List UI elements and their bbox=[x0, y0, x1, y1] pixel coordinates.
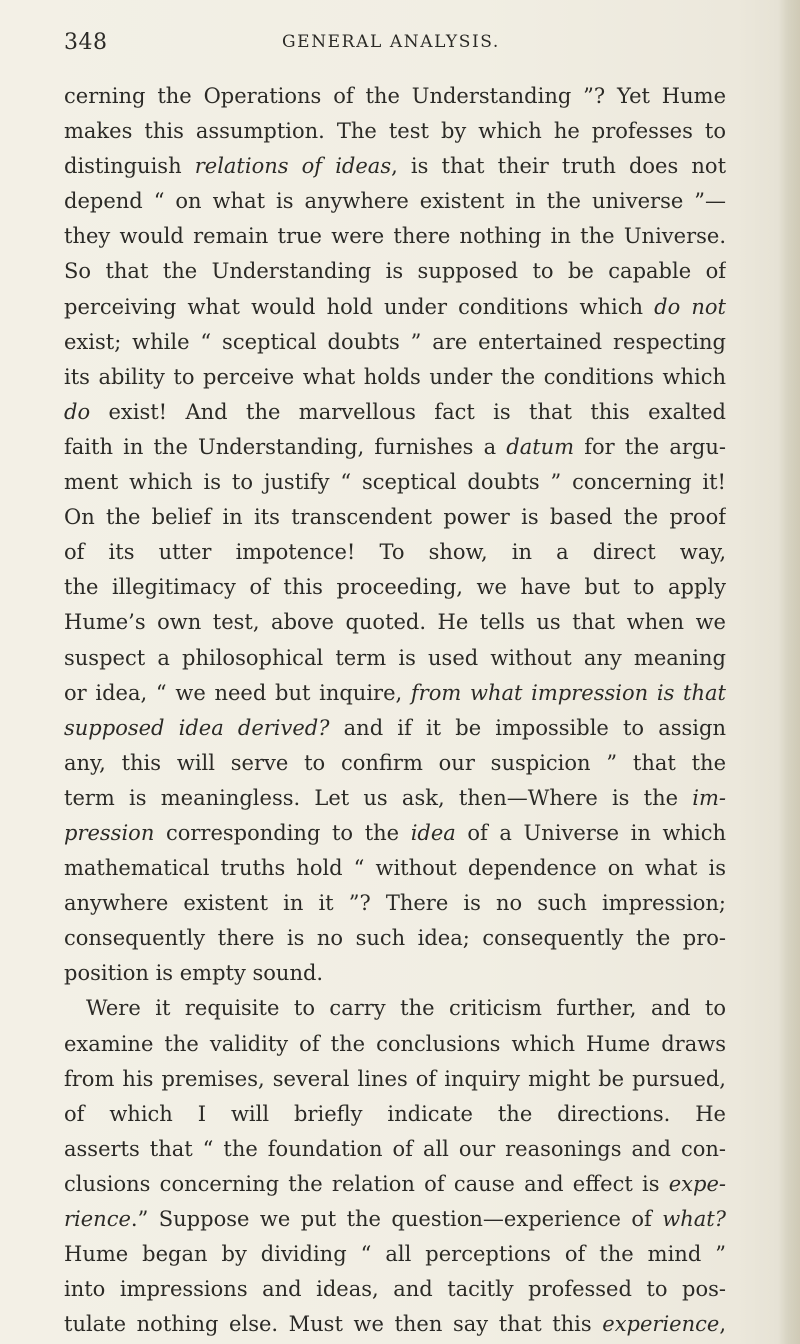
text-run: and if it be impossible to assign bbox=[329, 715, 726, 740]
page-edge-shadow bbox=[778, 0, 800, 1344]
italic-text-run: do not bbox=[654, 294, 726, 319]
text-run: depend “ on what is anywhere existent in the universe ”— bbox=[64, 189, 726, 214]
text-run: exist; while “ sceptical doubts ” are entertained respecting bbox=[64, 329, 726, 354]
text-run: of a Universe in which bbox=[455, 820, 726, 845]
text-run: clusions concerning the relation of cause and effect is bbox=[64, 1171, 669, 1196]
text-line bbox=[64, 1097, 726, 1132]
text-line bbox=[64, 1167, 726, 1202]
text-line bbox=[64, 991, 726, 1026]
text-run: for the argu- bbox=[574, 434, 726, 459]
text-line bbox=[64, 360, 726, 395]
page-header bbox=[64, 30, 724, 60]
text-line bbox=[64, 1202, 726, 1237]
text-line bbox=[64, 781, 726, 816]
text-run: , is that their truth does not bbox=[391, 154, 726, 179]
italic-text-run: rience bbox=[64, 1207, 131, 1231]
italic-text-run: relations of ideas bbox=[194, 154, 392, 179]
text-run: they would remain true were there nothing in the Universe. bbox=[64, 224, 726, 249]
italic-text-run: pression bbox=[64, 820, 155, 845]
text-run: consequently there is no such idea; consequently the pro- bbox=[64, 926, 726, 951]
text-run: the illegitimacy of this proceeding, we have but to apply bbox=[64, 575, 726, 600]
text-line bbox=[64, 79, 726, 114]
text-line bbox=[64, 676, 726, 711]
text-line bbox=[64, 1027, 726, 1062]
text-line bbox=[64, 816, 726, 851]
running-head: GENERAL ANALYSIS. bbox=[282, 32, 500, 52]
text-line bbox=[64, 254, 726, 289]
text-line bbox=[64, 1272, 726, 1307]
text-run: term is meaningless. Let us ask, then—Where is the bbox=[64, 785, 693, 810]
text-run: tulate nothing else. Must we then say that this bbox=[64, 1312, 603, 1337]
italic-text-run: experience bbox=[602, 1312, 720, 1337]
text-line bbox=[64, 325, 726, 360]
text-line bbox=[64, 1237, 726, 1272]
text-run: makes this assumption. The test by which he professes to bbox=[64, 119, 726, 144]
text-line bbox=[64, 149, 726, 184]
text-run: corresponding to the bbox=[154, 820, 411, 845]
text-run: perceiving what would hold under conditions which bbox=[64, 294, 655, 319]
text-line bbox=[64, 430, 726, 465]
text-line bbox=[64, 114, 726, 149]
text-run: position is empty sound. bbox=[64, 961, 324, 986]
text-line bbox=[64, 1062, 726, 1097]
text-run: So that the Understanding is supposed to be capable of bbox=[64, 259, 726, 284]
text-run: into impressions and ideas, and tacitly professed to pos- bbox=[64, 1277, 726, 1302]
text-line bbox=[64, 746, 726, 781]
text-run: ment which is to justify “ sceptical doubts ” concerning it! bbox=[64, 470, 726, 495]
italic-text-run: im- bbox=[692, 785, 726, 810]
text-line bbox=[64, 1132, 726, 1167]
text-run: distinguish bbox=[64, 154, 195, 179]
text-line bbox=[64, 184, 726, 219]
text-run: mathematical truths hold “ without dependence on what is bbox=[64, 856, 726, 881]
text-line bbox=[64, 290, 726, 325]
text-run: asserts that “ the foundation of all our reasonings and con- bbox=[64, 1136, 726, 1161]
text-run: faith in the Understanding, furnishes a bbox=[64, 434, 507, 459]
text-line bbox=[64, 570, 726, 605]
italic-text-run: expe- bbox=[668, 1171, 726, 1196]
text-line bbox=[64, 605, 726, 640]
text-line bbox=[64, 711, 726, 746]
text-run: its ability to perceive what holds under the conditions which bbox=[64, 364, 726, 389]
text-line bbox=[64, 956, 726, 991]
text-run: cerning the Operations of the Understanding ”? Yet Hume bbox=[64, 84, 726, 108]
text-run: of its utter impotence! To show, in a direct way, bbox=[64, 540, 726, 565]
text-run: Hume began by dividing “ all perceptions of the mind ” bbox=[64, 1242, 726, 1267]
italic-text-run: datum bbox=[506, 434, 575, 459]
italic-text-run: supposed idea derived? bbox=[64, 715, 330, 740]
page-number: 348 bbox=[64, 30, 108, 55]
text-run: or idea, “ we need but inquire, bbox=[64, 680, 411, 705]
text-line bbox=[64, 886, 726, 921]
italic-text-run: what? bbox=[662, 1207, 726, 1231]
text-run: Hume’s own test, above quoted. He tells us that when we bbox=[64, 610, 726, 635]
text-line bbox=[64, 641, 726, 676]
text-run: examine the validity of the conclusions which Hume draws bbox=[64, 1031, 726, 1056]
text-run: of which I will briefly indicate the directions. He bbox=[64, 1101, 726, 1126]
text-line bbox=[64, 921, 726, 956]
italic-text-run: from what impression is that bbox=[410, 680, 726, 705]
text-run: , bbox=[719, 1312, 726, 1337]
text-run: from his premises, several lines of inquiry might be pursued, bbox=[64, 1066, 726, 1091]
text-line bbox=[64, 219, 726, 254]
text-run: Were it requisite to carry the criticism further, and to bbox=[86, 996, 726, 1021]
italic-text-run: idea bbox=[410, 820, 456, 845]
text-run: any, this will serve to confirm our suspicion ” that the bbox=[64, 750, 726, 775]
text-line bbox=[64, 500, 726, 535]
text-run: exist! And the marvellous fact is that this exalted bbox=[90, 399, 726, 424]
text-run: suspect a philosophical term is used without any meaning bbox=[64, 645, 726, 670]
text-line bbox=[64, 395, 726, 430]
text-run: .” Suppose we put the question—experience of bbox=[130, 1207, 663, 1231]
body-text bbox=[64, 79, 726, 1342]
text-line bbox=[64, 465, 726, 500]
text-run: On the belief in its transcendent power is based the proof bbox=[64, 505, 726, 530]
text-run: anywhere existent in it ”? There is no such impression; bbox=[64, 891, 726, 916]
text-line bbox=[64, 535, 726, 570]
italic-text-run: do bbox=[64, 399, 91, 424]
text-line bbox=[64, 851, 726, 886]
text-line bbox=[64, 1307, 726, 1342]
